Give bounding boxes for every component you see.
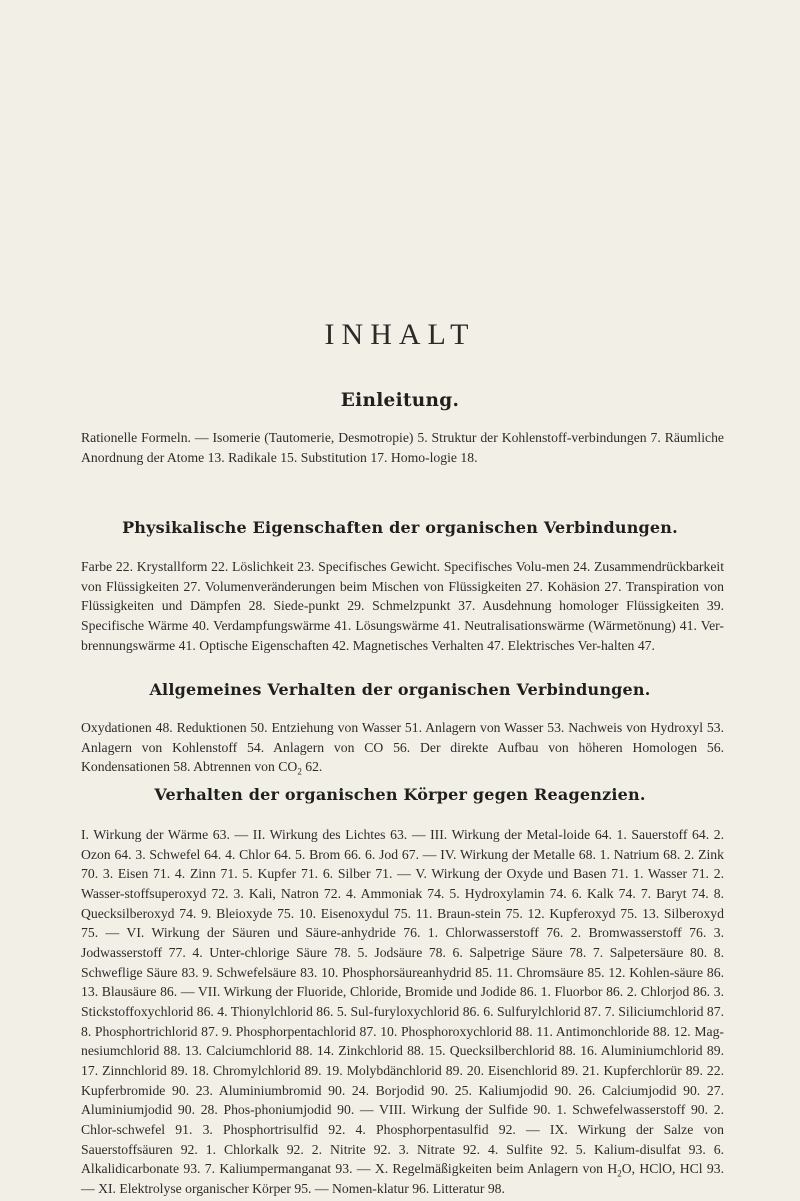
section-text-physikalische-eigenschaften: Farbe 22. Krystallform 22. Löslichkeit 23. Specifisches Gewicht. Specifisches Volu-men 24. Zusammendrückbarkeit von Flüssigkeiten 27. Volumenveränderungen beim Mischen von Flüssigkeiten 27. Kohäsion 27. Transpiration von Flüssigkeiten und Dämpfen 28. Siede-punkt 29. Schmelzpunkt 37. Ausdehnung homologer Flüssigkeiten 39. Specifische Wärme 40. Verdampfungswärme 41. Lösungswärme 41. Neutralisationswärme (Wärmetönung) 41. Ver-brennungswärme 41. Optische Eigenschaften 42. Magnetisches Verhalten 47. Elektrisches Ver-halten 47. [81, 559, 724, 653]
section-text-verhalten-gegen-reagenzien [81, 825, 724, 1198]
page-title: INHALT [324, 318, 476, 351]
section-title-verhalten-gegen-reagenzien: Verhalten der organischen Körper gegen Reagenzien. [154, 785, 646, 804]
subscript: 2 [617, 1168, 622, 1179]
section-title-einleitung: Einleitung. [340, 390, 460, 411]
section-title-allgemeines-verhalten: Allgemeines Verhalten der organischen Verbindungen. [149, 680, 651, 699]
section-title-physikalische-eigenschaften: Physikalische Eigenschaften der organischen Verbindungen. [122, 518, 678, 537]
text-segment: I. Wirkung der Wärme 63. — II. Wirkung des Lichtes 63. — III. Wirkung der Metal-loide 64. 1. Sauerstoff 64. 2. Ozon 64. 3. Schwefel 64. 4. Chlor 64. 5. Brom 66. 6. Jod 67. — IV. Wirkung der Metalle 68. 1. Natrium 68. 2. Zink 70. 3. Eisen 71. 4. Zinn 71. 5. Kupfer 71. 6. Silber 71. — V. Wirkung der Oxyde und Basen 71. 1. Wasser 71. 2. Wasser-stoffsuperoxyd 72. 3. Kali, Natron 72. 4. Ammoniak 74. 5. Hydroxylamin 74. 6. Kalk 74. 7. Baryt 74. 8. Quecksilberoxyd 74. 9. Bleioxyde 75. 10. Eisenoxydul 75. 11. Braun-stein 75. 12. Kupferoxyd 75. 13. Silberoxyd 75. — VI. Wirkung der Säuren und Säure-anhydride 76. 1. Chlorwasserstoff 76. 2. Bromwasserstoff 76. 3. Jodwasserstoff 77. 4. Unter-chlorige Säure 78. 5. Jodsäure 78. 6. Salpetrige Säure 78. 7. Salpetersäure 80. 8. Schweflige Säure 83. 9. Schwefelsäure 83. 10. Phosphorsäureanhydrid 85. 11. Chromsäure 85. 12. Kohlen-säure 86. 13. Blausäure 86. — VII. Wirkung der Fluoride, Chloride, Bromide und Jodide 86. 1. Fluorbor 86. 2. Chlorjod 86. 3. Stickstoffoxychlorid 86. 4. Thionylchlorid 86. 5. Sul-furyloxychlorid 86. 6. Sulfurylchlorid 87. 7. Siliciumchlorid 87. 8. Phosphortrichlorid 87. 9. Phosphorpentachlorid 87. 10. Phosphoroxychlorid 88. 11. Antimonchloride 88. 12. Mag-nesiumchlorid 88. 13. Calciumchlorid 88. 14. Zinkchlorid 88. 15. Quecksilberchlorid 88. 16. Aluminiumchlorid 89. 17. Zinnchlorid 89. 18. Chromylchlorid 89. 19. Molybdänchlorid 89. 20. Eisenchlorid 89. 21. Kupferchlorür 89. 22. Kupferbromide 90. 23. Aluminiumbromid 90. 24. Borjodid 90. 25. Kaliumjodid 90. 26. Calciumjodid 90. 27. Aluminiumjodid 90. 28. Phos-phoniumjodid 90. — VIII. Wirkung der Sulfide 90. 1. Schwefelwasserstoff 90. 2. Chlor-schwefel 91. 3. Phosphortrisulfid 92. 4. Phosphorpentasulfid 92. — IX. Wirkung der Salze von Sauerstoffsäuren 92. 1. Chlorkalk 92. 2. Nitrite 92. 3. Nitrate 92. 4. Sulfite 92. 5. Kalium-disulfat 93. 6. Alkalidicarbonate 93. 7. Kaliumpermanganat 93. — X. Regelmäßigkeiten beim Anlagern von H [81, 827, 724, 1177]
section-text-allgemeines-verhalten [81, 718, 724, 777]
text-segment: 62. [301, 759, 323, 775]
section-text-einleitung: Rationelle Formeln. — Isomerie (Tautomerie, Desmotropie) 5. Struktur der Kohlenstoff-verbindungen 7. Räumliche Anordnung der Atome 13. Radikale 15. Substitution 17. Homo-logie 18. [81, 430, 724, 465]
subscript: 2 [297, 767, 302, 778]
text-segment: Oxydationen 48. Reduktionen 50. Entziehung von Wasser 51. Anlagern von Wasser 53. Nachweis von Hydroxyl 53. Anlagern von Kohlenstoff 54. Anlagern von CO 56. Der direkte Aufbau von höheren Homologen 56. Kondensationen 58. Abtrennen von CO [81, 720, 724, 775]
text-segment: O, HClO, HCl 93. — XI. Elektrolyse organischer Körper 95. — Nomen-klatur 96. Litteratur 98. [81, 1161, 725, 1196]
